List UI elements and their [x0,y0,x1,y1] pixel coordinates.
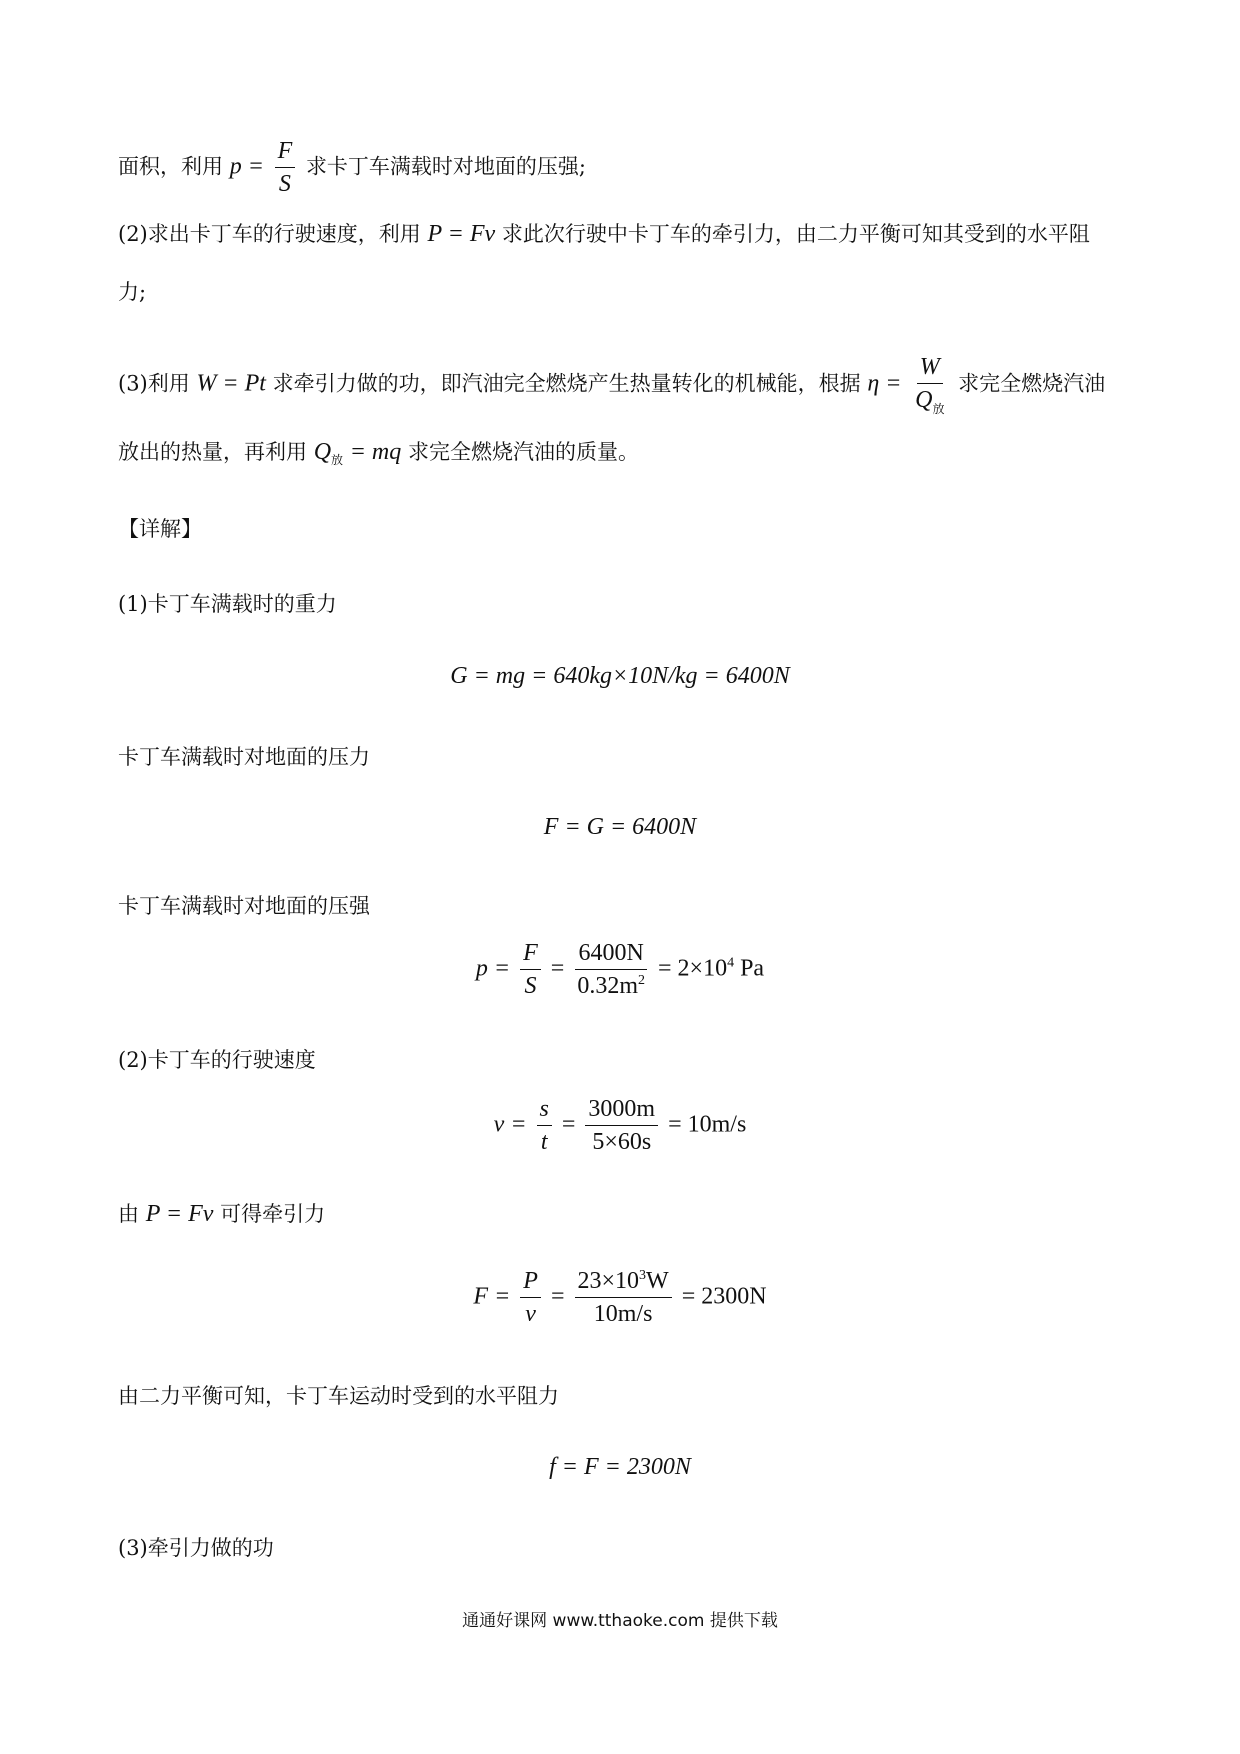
equation-text: v = [493,1111,527,1138]
step-4-text: (2)卡丁车的行驶速度 [118,1048,316,1072]
equation-text: = [561,1111,576,1138]
formula-text: P = Fv [145,1201,214,1227]
numerator: P [520,1268,541,1298]
step-2-text: 卡丁车满载时对地面的压力 [118,745,370,769]
footer-source: 通通好课网 www.tthaoke.com 提供下载 [462,1611,778,1631]
step-5-text [118,1198,325,1230]
intro-text: 力; [118,280,147,304]
intro-text: 求完全燃烧汽油 [958,371,1106,396]
step-1-text: (1)卡丁车满载时的重力 [118,592,337,616]
numerator: 23×10 [577,1268,640,1294]
fraction [520,1268,541,1328]
formula-text: = mq [349,439,402,465]
formula-text: p = [229,153,264,180]
formula-text: η = [867,370,902,397]
equation-text: = [550,955,565,982]
step-7-text: (3)牵引力做的功 [118,1536,274,1560]
equation-gravity [0,663,1240,690]
equation-text: p = [475,955,511,982]
step-text: 由 [118,1202,139,1226]
intro-text: (2)求出卡丁车的行驶速度，利用 [118,222,421,246]
numerator: W [917,354,943,384]
step-6-text: 由二力平衡可知，卡丁车运动时受到的水平阻力 [118,1384,559,1408]
equation-traction [0,1268,1240,1328]
equation-pressure [0,940,1240,1000]
equation-pressure-force [0,814,1240,841]
subscript: 放 [932,402,945,417]
denominator: S [524,973,537,1000]
intro-text: 求卡丁车满载时对地面的压强; [305,154,587,179]
intro-line-1 [118,138,586,198]
intro-text: (3)利用 [118,371,190,396]
intro-text: 求牵引力做的功，即汽油完全燃烧产生热量转化的机械能，根据 [272,371,861,396]
equation-text: G = mg = 640kg×10N/kg = 6400N [450,663,790,689]
numerator: F [520,940,541,970]
numerator: s [537,1096,552,1126]
equation-text: = [550,1283,565,1310]
numerator: F [275,138,296,168]
denominator: v [525,1301,536,1328]
superscript: 4 [727,955,735,971]
equation-text: = 2300N [681,1283,767,1310]
equation-text: = 2×10 [658,955,728,982]
denominator: t [540,1129,548,1156]
intro-line-3 [118,276,146,308]
intro-line-2 [118,218,1090,250]
denominator: Q [915,387,933,414]
intro-text: 求此次行驶中卡丁车的牵引力，由二力平衡可知其受到的水平阻 [501,222,1090,246]
equation-text: f = F = 2300N [549,1454,691,1480]
fraction [537,1096,552,1156]
denominator: 5×60s [592,1129,652,1156]
step-3-text: 卡丁车满载时对地面的压强 [118,894,370,918]
superscript: 2 [638,973,645,989]
formula-text: Q [313,439,332,465]
denominator: 0.32m [577,973,638,1000]
intro-text: 求完全燃烧汽油的质量。 [407,440,639,464]
intro-line-5 [118,436,639,476]
formula-text: W = Pt [196,370,266,397]
subscript: 放 [331,453,344,468]
intro-text: 面积，利用 [118,154,223,179]
fraction [574,940,648,1000]
step-text: 可得牵引力 [220,1202,326,1226]
superscript: 3 [639,1268,647,1283]
fraction [575,1268,672,1328]
detail-heading: 【详解】 [118,517,202,541]
denominator: 10m/s [593,1301,653,1328]
fraction-f-over-s [275,138,296,198]
equation-velocity [0,1096,1240,1156]
equation-text: = 10m/s [668,1111,747,1138]
fraction [585,1096,658,1156]
equation-text: F = G = 6400N [543,814,697,840]
numerator: 6400N [575,940,646,970]
equation-text: F = [473,1283,511,1310]
intro-text: 放出的热量，再利用 [118,440,307,464]
unit: Pa [734,955,765,982]
fraction-w-over-q [912,354,947,416]
denominator: S [278,171,291,198]
numerator: 3000m [585,1096,658,1126]
formula-text: P = Fv [427,221,496,247]
unit: W [646,1268,669,1294]
intro-line-4 [118,354,1105,416]
fraction [520,940,541,1000]
equation-resistance [0,1454,1240,1481]
